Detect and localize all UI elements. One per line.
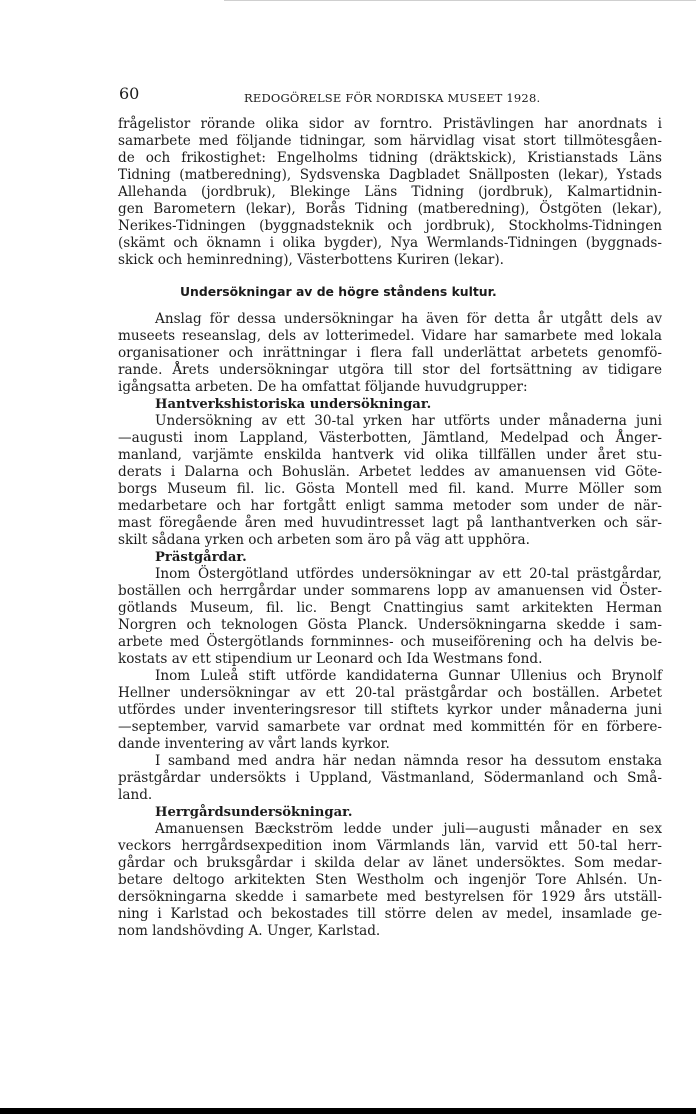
text-line: manland, varjämte enskilda hantverk vid olika tillfällen under året stu- (118, 447, 662, 463)
text-line: Amanuensen Bæckström ledde under juli—augusti månader en sex (155, 821, 662, 837)
text-line: —augusti inom Lappland, Västerbotten, Jämtland, Medelpad och Ånger- (118, 430, 662, 446)
text-line: I samband med andra här nedan nämnda resor ha dessutom enstaka (155, 753, 662, 769)
page-number: 60 (119, 84, 140, 103)
text-line: betare deltogo arkitekten Sten Westholm och ingenjör Tore Ahlsén. Un- (118, 872, 662, 888)
text-line: Anslag för dessa undersökningar ha även för detta år utgått dels av (155, 311, 662, 327)
text-line: medarbetare och har fortgått enligt samma metoder som under de när- (118, 498, 662, 514)
text-line: utfördes under inventeringsresor till stiftets kyrkor under månaderna juni (118, 702, 662, 718)
text-line: Hellner undersökningar av ett 20-tal prästgårdar och boställen. Arbetet (118, 685, 662, 701)
body-text (118, 116, 662, 940)
prastgardar-paragraph-2 (118, 668, 662, 753)
bottom-edge (0, 1108, 696, 1114)
text-line: mast föregående åren med huvudintresset lagt på lanthantverken och sär- (118, 515, 662, 531)
text-line: (skämt och öknamn i olika bygder), Nya Wermlands-Tidningen (byggnads- (118, 235, 662, 251)
text-line: Inom Luleå stift utförde kandidaterna Gunnar Ullenius och Brynolf (155, 668, 662, 684)
text-line: ning i Karlstad och bekostades till större delen av medel, insamlade ge- (118, 906, 662, 922)
top-rule (224, 0, 696, 1)
text-line: götlands Museum, fil. lic. Bengt Cnattingius samt arkitekten Herman (118, 600, 662, 616)
text-line: nom landshövding A. Unger, Karlstad. (118, 923, 381, 939)
text-line: Tidning (matberedning), Sydsvenska Dagbladet Snällposten (lekar), Ystads (118, 167, 662, 183)
text-line: prästgårdar undersökts i Uppland, Västmanland, Södermanland och Små- (118, 770, 662, 786)
text-line: igångsatta arbeten. De ha omfattat följande huvudgrupper: (118, 379, 528, 395)
text-line: Allehanda (jordbruk), Blekinge Läns Tidning (jordbruk), Kalmartidnin- (118, 184, 662, 200)
text-line: skilt sådana yrken och arbeten som äro på väg att upphöra. (118, 532, 530, 548)
text-line: boställen och herrgårdar under sommarens lopp av amanuensen vid Öster- (118, 583, 662, 599)
text-line: derats i Dalarna och Bohuslän. Arbetet leddes av amanuensen vid Göte- (118, 464, 662, 480)
text-line: samarbete med följande tidningar, som härvidlag visat stort tillmötesgåen- (118, 133, 662, 149)
section-heading: Undersökningar av de högre ståndens kultur. (180, 284, 497, 299)
text-line: de och frikostighet: Engelholms tidning (dräktskick), Kristianstads Läns (118, 150, 662, 166)
text-line: borgs Museum fil. lic. Gösta Montell med fil. kand. Murre Möller som (118, 481, 662, 497)
text-line: gen Barometern (lekar), Borås Tidning (matberedning), Östgöten (lekar), (118, 201, 662, 217)
text-line: Norgren och teknologen Gösta Planck. Undersökningarna skedde i sam- (118, 617, 662, 633)
text-line: skick och heminredning), Västerbottens Kuriren (lekar). (118, 252, 504, 268)
text-line: veckors herrgårdsexpedition inom Värmlands län, varvid ett 50-tal herr- (118, 838, 662, 854)
text-line: land. (118, 787, 153, 803)
prastgardar-paragraph-3 (118, 753, 662, 804)
text-line: rande. Årets undersökningar utgöra till stor del fortsättning av tidigare (118, 362, 662, 378)
text-line: dersökningarna skedde i samarbete med bestyrelsen för 1929 års utställ- (118, 889, 662, 905)
hantverk-paragraph (118, 413, 662, 549)
prastgardar-paragraph-1 (118, 566, 662, 668)
text-line: frågelistor rörande olika sidor av forntro. Pristävlingen har anordnats i (118, 116, 662, 132)
text-line: Undersökning av ett 30-tal yrken har utförts under månaderna juni (155, 413, 662, 429)
subheading-herrgardar: Herrgårdsundersökningar. (155, 805, 353, 820)
text-line: arbete med Östergötlands fornminnes- och museiförening och ha delvis be- (118, 634, 662, 650)
intro-paragraph (118, 116, 662, 269)
text-line: Nerikes-Tidningen (byggnadsteknik och jordbruk), Stockholms-Tidningen (118, 218, 662, 234)
section-paragraph (118, 311, 662, 396)
text-line: dande inventering av vårt lands kyrkor. (118, 736, 390, 752)
text-line: gårdar och bruksgårdar i skilda delar av länet undersöktes. Som medar- (118, 855, 662, 871)
subheading-prastgardar: Prästgårdar. (155, 550, 247, 565)
text-line: organisationer och inrättningar i flera fall underlättat arbetets genomfö- (118, 345, 662, 361)
text-line: museets reseanslag, dels av lotterimedel. Vidare har samarbete med lokala (118, 328, 662, 344)
herrgardar-paragraph (118, 821, 662, 940)
subheading-hantverk: Hantverkshistoriska undersökningar. (155, 397, 432, 412)
text-line: kostats av ett stipendium ur Leonard och Ida Westmans fond. (118, 651, 543, 667)
text-line: —september, varvid samarbete var ordnat med kommittén för en förbere- (118, 719, 662, 735)
text-line: Inom Östergötland utfördes undersökningar av ett 20-tal prästgårdar, (155, 566, 662, 582)
running-head: REDOGÖRELSE FÖR NORDISKA MUSEET 1928. (244, 91, 541, 105)
